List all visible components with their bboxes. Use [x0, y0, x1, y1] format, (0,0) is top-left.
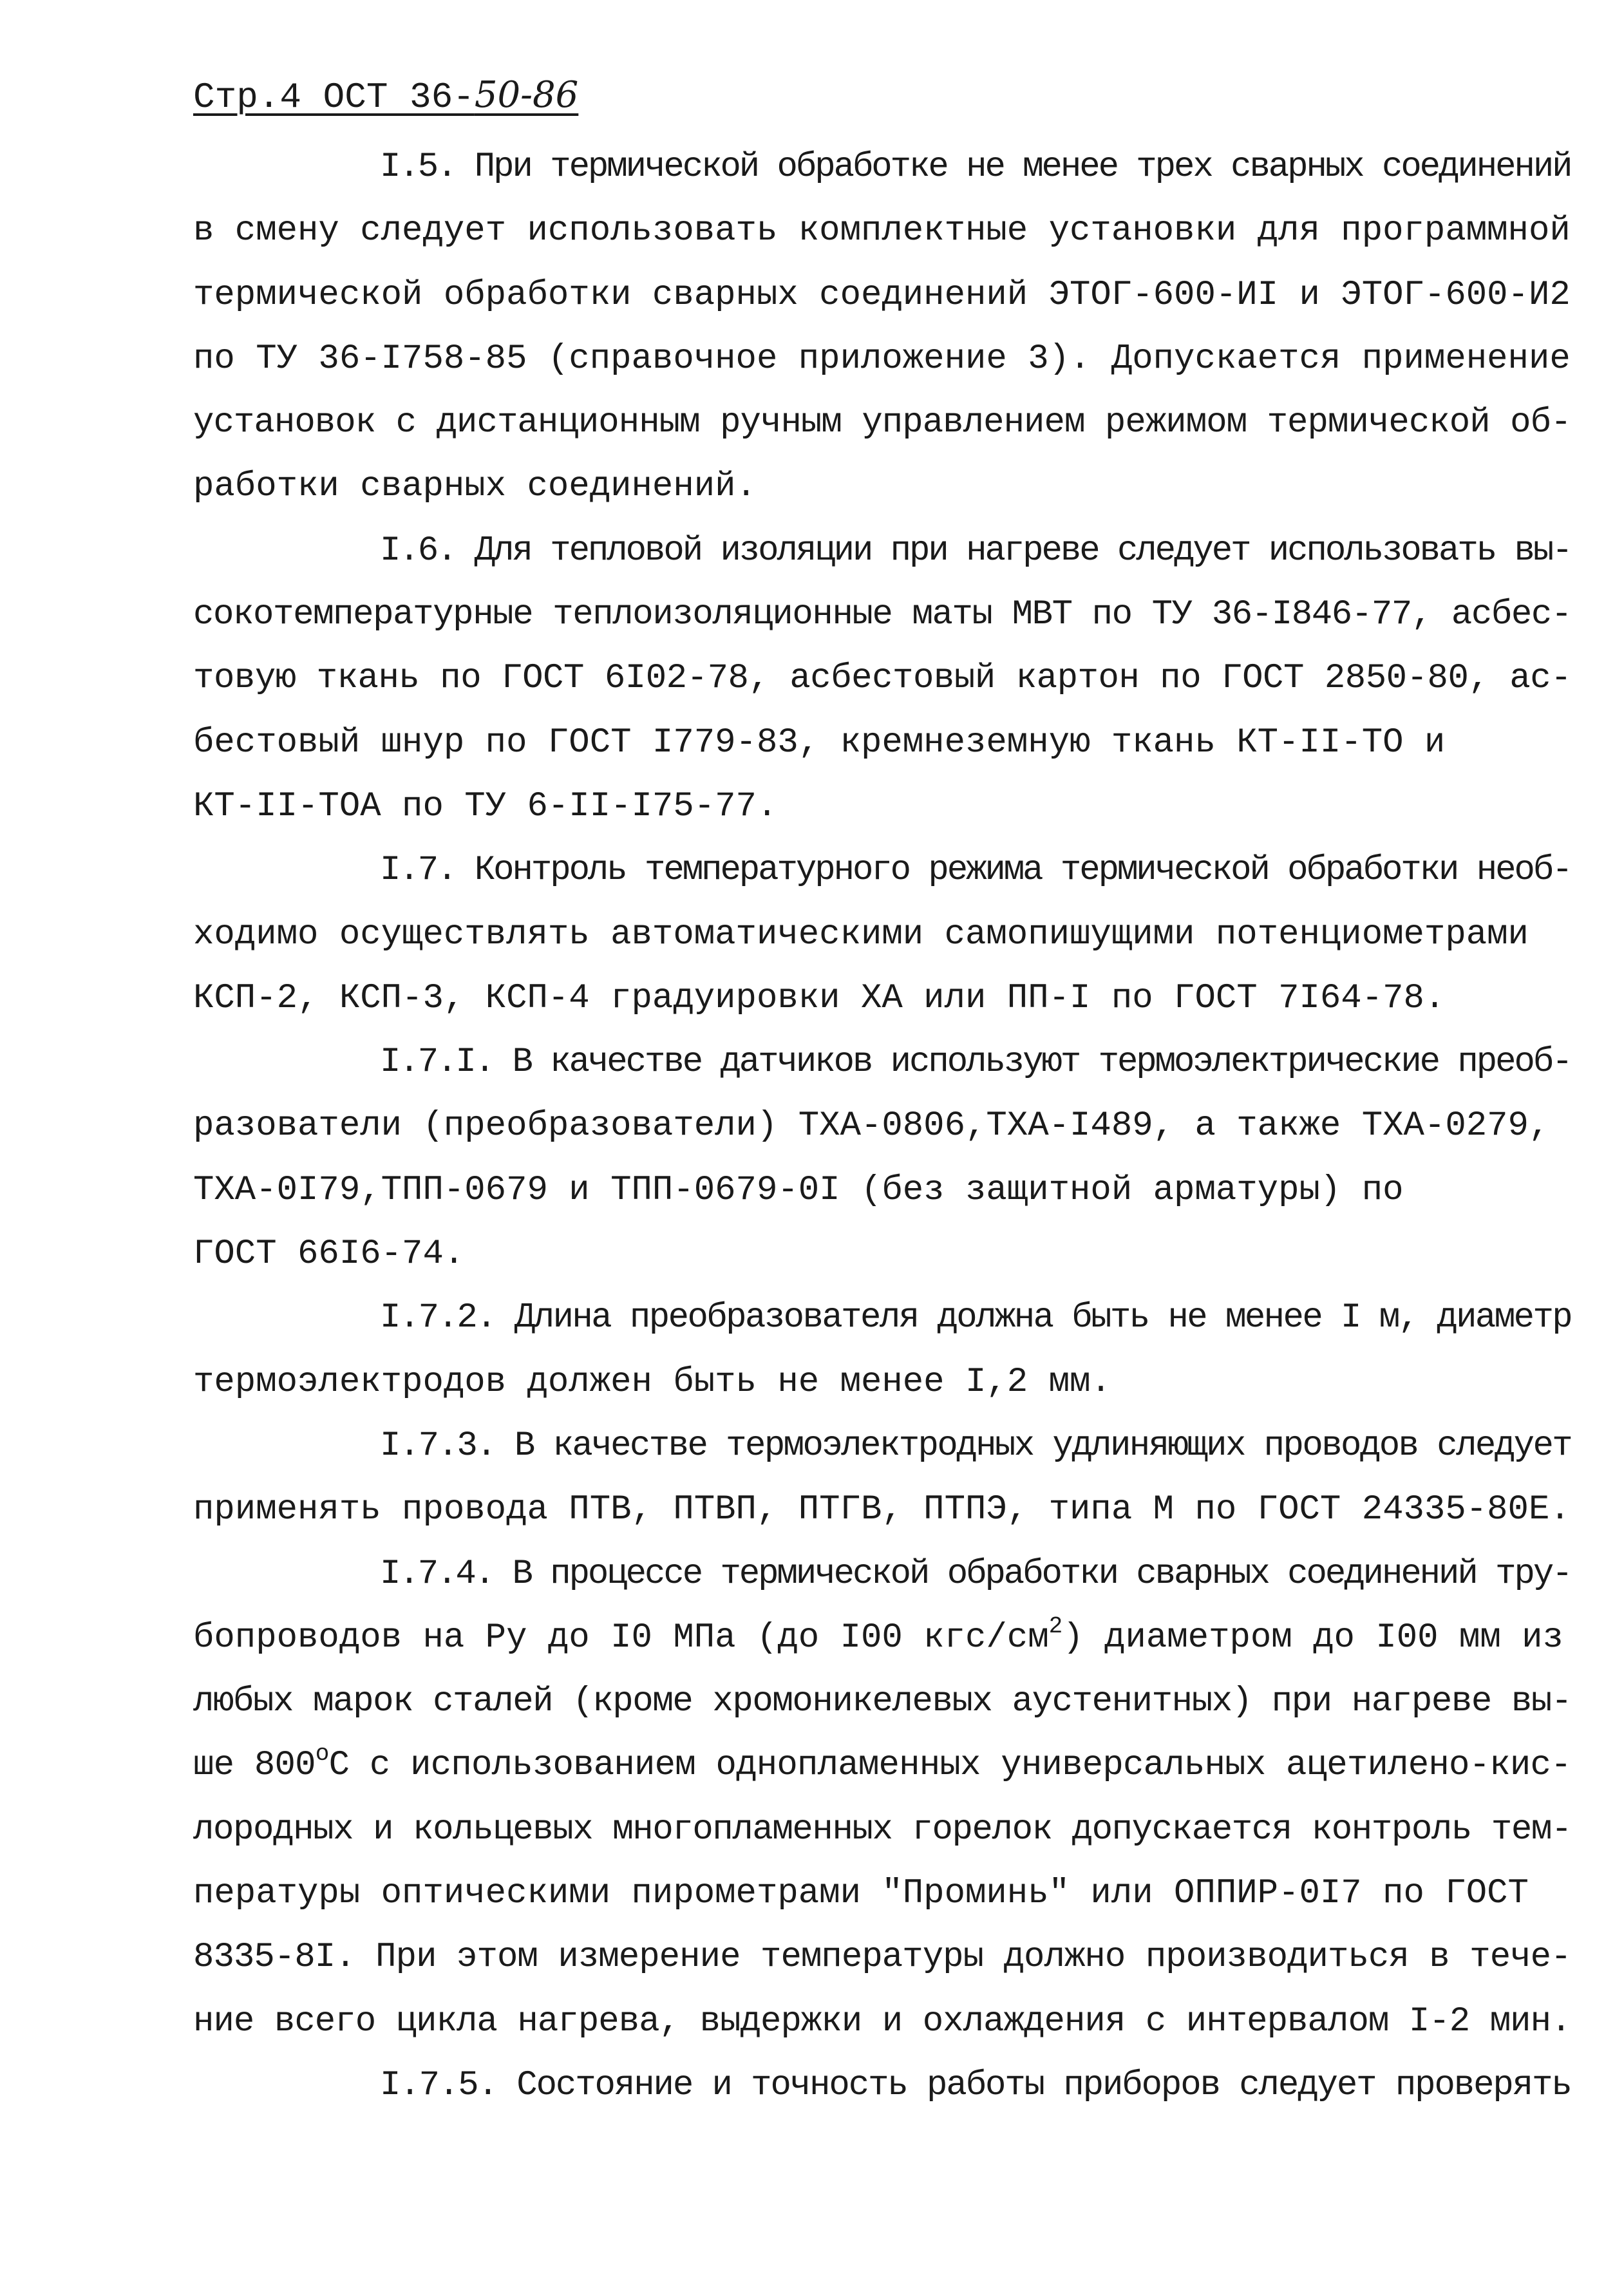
page-header	[193, 72, 578, 120]
line-text: ТХА-0I79,ТПП-0679 и ТПП-0679-0I (без защитной арматуры) по	[193, 1170, 1404, 1210]
line-text-continued: ) диаметром до I00 мм из	[1062, 1618, 1563, 1658]
text-line	[193, 967, 1571, 1030]
line-text: в смену следует использовать комплектные установки для программной	[193, 211, 1571, 251]
line-text: разователи (преобразователи) ТХА-0806,ТХА-I489, а также ТХА-0279,	[193, 1106, 1550, 1146]
text-line	[193, 1094, 1571, 1158]
text-line	[193, 1606, 1571, 1670]
text-line	[193, 1350, 1571, 1414]
text-line	[193, 775, 1571, 838]
line-text: I.7.5. Состояние и точность работы приборов следует проверять	[380, 2065, 1571, 2105]
line-text: ГОСТ 66I6-74.	[193, 1234, 465, 1274]
text-line	[193, 199, 1571, 263]
line-text: I.7.I. В качестве датчиков используют термоэлектрические преоб-	[380, 1043, 1571, 1082]
line-text: товую ткань по ГОСТ 6I02-78, асбестовый картон по ГОСТ 2850-80, ас-	[193, 659, 1572, 699]
text-line	[193, 1862, 1571, 1925]
line-text-continued: С с использованием однопламенных универсальных ацетилено-кис-	[328, 1746, 1571, 1786]
paragraph-first-line	[193, 1542, 1571, 1606]
text-line	[193, 1734, 1571, 1797]
text-line	[193, 903, 1571, 967]
text-line	[193, 647, 1571, 710]
line-text: термической обработки сварных соединений ЭТОГ-600-ИI и ЭТОГ-600-И2	[193, 275, 1571, 315]
paragraph-first-line	[193, 135, 1571, 199]
text-line	[193, 1925, 1571, 1989]
line-text: бопроводов на Ру до I0 МПа (до I00 кгс/см	[193, 1618, 1049, 1658]
line-text: лородных и кольцевых многопламенных горелок допускается контроль тем-	[193, 1809, 1571, 1849]
text-line	[193, 711, 1571, 775]
text-line	[193, 1990, 1571, 2054]
line-text: I.7.4. В процессе термической обработки сварных соединений тру-	[380, 1554, 1571, 1594]
line-text: пературы оптическими пирометрами "Проминь" или ОППИР-0I7 по ГОСТ	[193, 1874, 1529, 1914]
line-text: установок с дистанционным ручным управлением режимом термической об-	[193, 403, 1571, 443]
superscript: о	[315, 1741, 329, 1768]
line-text: ние всего цикла нагрева, выдержки и охлаждения с интервалом I-2 мин.	[193, 2001, 1571, 2041]
line-text: термоэлектродов должен быть не менее I,2 мм.	[193, 1362, 1111, 1402]
line-text: любых марок сталей (кроме хромоникелевых аустенитных) при нагреве вы-	[193, 1682, 1571, 1722]
text-line	[193, 1670, 1571, 1734]
line-text: I.5. При термической обработке не менее трех сварных соединений	[380, 147, 1571, 187]
line-text: ше 800	[193, 1746, 316, 1786]
line-text: I.6. Для тепловой изоляции при нагреве следует использовать вы-	[380, 531, 1571, 571]
paragraph-first-line	[193, 519, 1571, 583]
text-line	[193, 327, 1571, 391]
paragraph-first-line	[193, 838, 1571, 902]
paragraph-first-line	[193, 1030, 1571, 1094]
text-line	[193, 583, 1571, 647]
line-text: бестовый шнур по ГОСТ I779-83, кремнеземную ткань КТ-II-ТО и	[193, 723, 1446, 762]
text-line	[193, 1158, 1571, 1222]
paragraph-first-line	[193, 1286, 1571, 1350]
line-text: I.7.2. Длина преобразователя должна быть не менее I м, диаметр	[380, 1298, 1572, 1338]
text-line	[193, 1222, 1571, 1286]
line-text: 8335-8I. При этом измерение температуры должно производиться в тече-	[193, 1938, 1571, 1978]
text-line	[193, 1478, 1571, 1542]
line-text: по ТУ 36-I758-85 (справочное приложение 3). Допускается применение	[193, 339, 1571, 379]
line-text: сокотемпературные теплоизоляционные маты МВТ по ТУ 36-I846-77, асбес-	[193, 595, 1571, 635]
text-line	[193, 455, 1571, 518]
line-text: I.7. Контроль температурного режима термической обработки необ-	[380, 851, 1571, 891]
line-text: работки сварных соединений.	[193, 467, 757, 507]
text-line	[193, 391, 1571, 455]
line-text: ходимо осуществлять автоматическими самопишущими потенциометрами	[193, 914, 1529, 954]
paragraph-first-line	[193, 1414, 1571, 1478]
header-prefix: Стр.4 ОСТ 36-	[193, 77, 475, 118]
line-text: КТ-II-ТОА по ТУ 6-II-I75-77.	[193, 786, 778, 826]
header-handwritten-number: 50-86	[474, 74, 579, 116]
line-text: КСП-2, КСП-3, КСП-4 градуировки ХА или ПП-I по ГОСТ 7I64-78.	[193, 978, 1446, 1018]
line-text: I.7.3. В качестве термоэлектродных удлиняющих проводов следует	[380, 1426, 1572, 1466]
text-line	[193, 1798, 1571, 1862]
text-line	[193, 263, 1571, 327]
document-body	[193, 135, 1571, 2117]
paragraph-first-line	[193, 2054, 1571, 2117]
line-text: применять провода ПТВ, ПТВП, ПТГВ, ПТПЭ, типа М по ГОСТ 24335-80Е.	[193, 1490, 1571, 1530]
superscript: 2	[1048, 1612, 1063, 1639]
